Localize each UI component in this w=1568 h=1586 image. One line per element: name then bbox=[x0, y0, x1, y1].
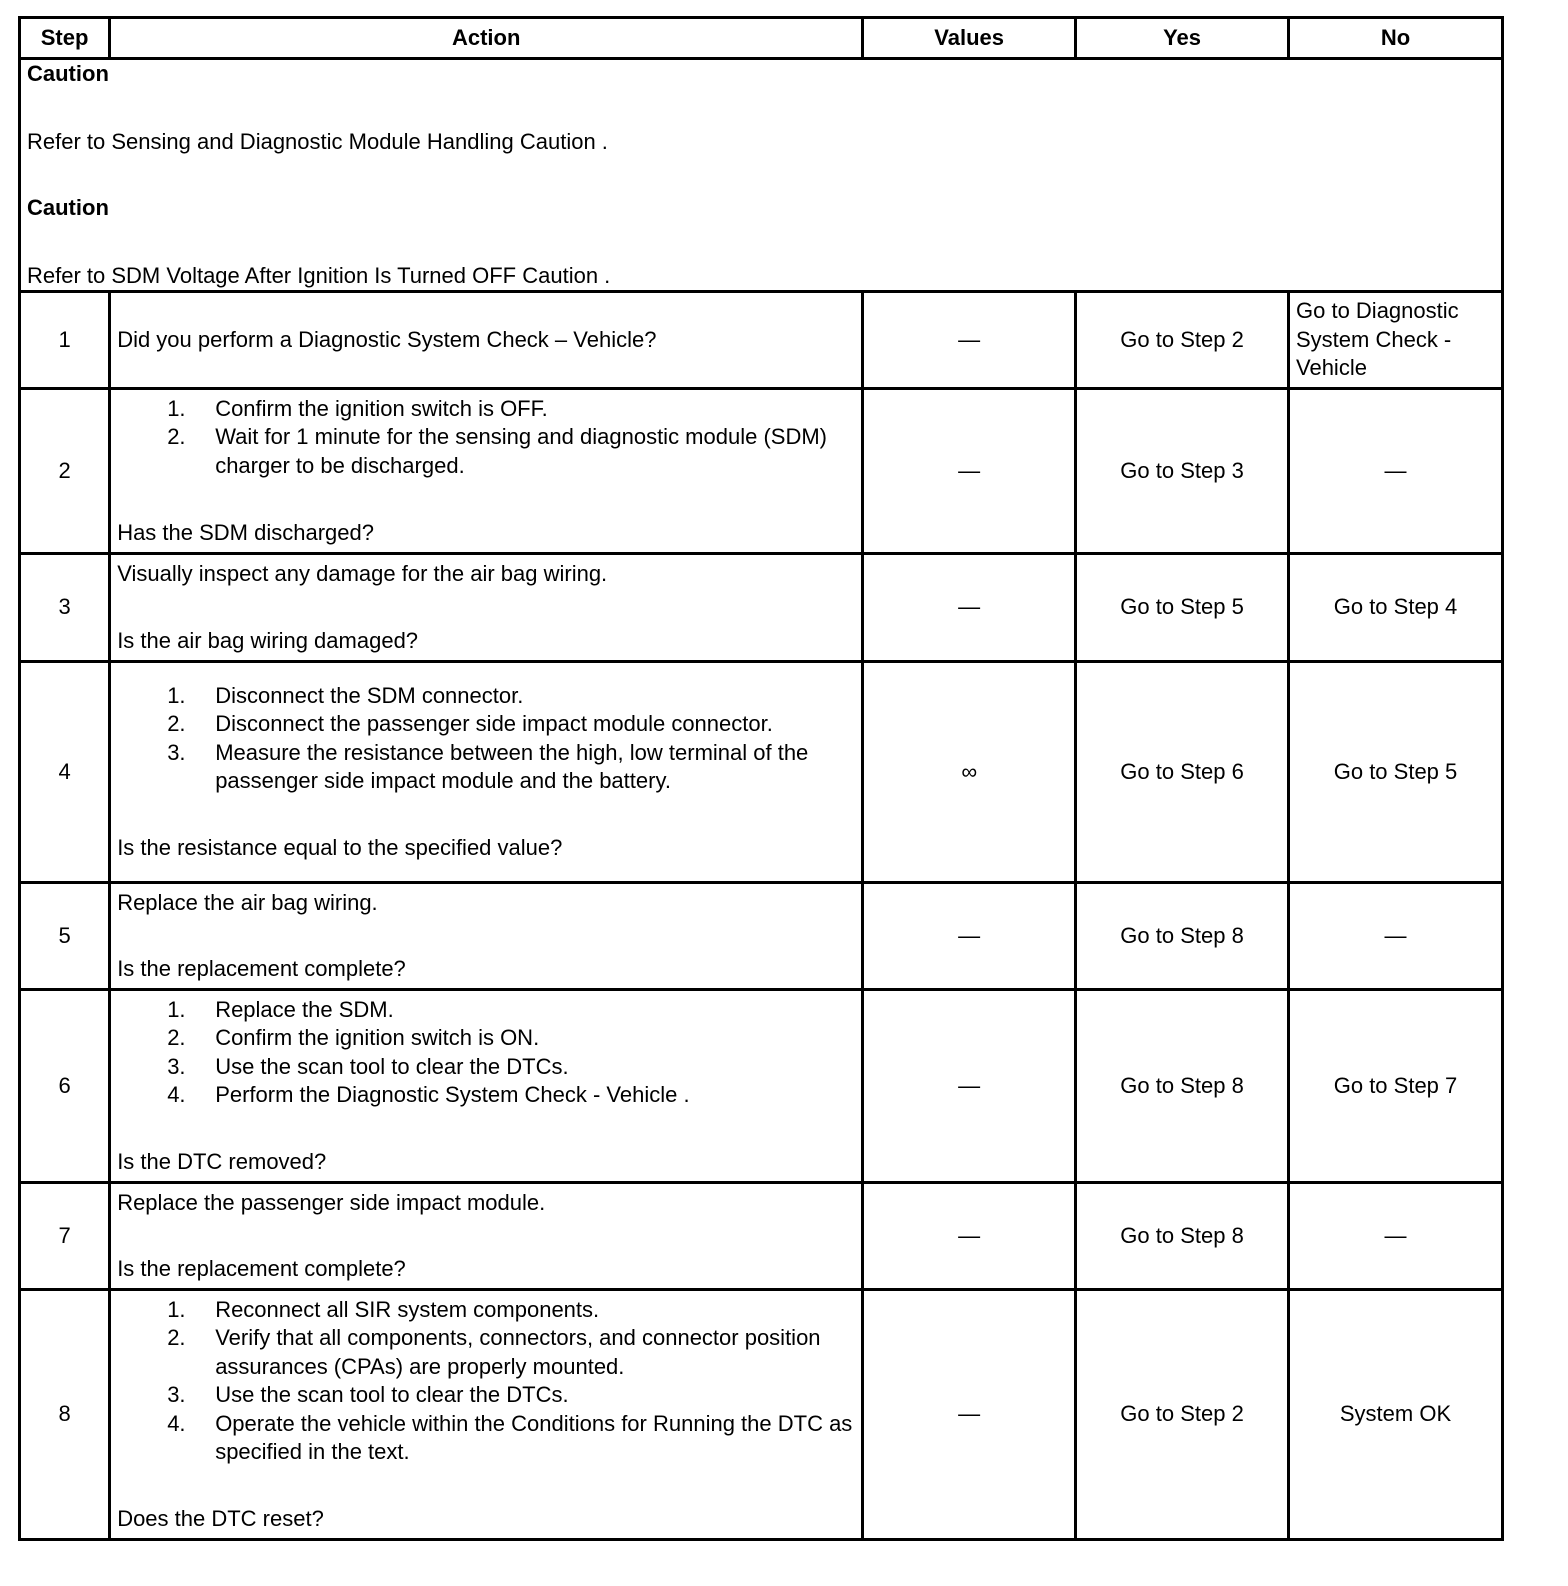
table-row bbox=[20, 990, 1503, 1183]
action-question: Is the resistance equal to the specified value? bbox=[117, 834, 563, 860]
list-item: 2. Confirm the ignition switch is ON. bbox=[167, 1025, 540, 1051]
header-no: No bbox=[1289, 18, 1503, 59]
list-item: 1. Disconnect the SDM connector. bbox=[167, 682, 524, 708]
action-question: Is the replacement complete? bbox=[117, 1256, 406, 1281]
list-item: 4. Perform the Diagnostic System Check - Vehicle . bbox=[167, 1082, 690, 1108]
yes-cell: Go to Step 8 bbox=[1076, 883, 1289, 990]
action-question: Is the air bag wiring damaged? bbox=[117, 627, 419, 653]
header-yes: Yes bbox=[1076, 18, 1289, 59]
action-cell bbox=[110, 389, 863, 554]
list-item: 1. Confirm the ignition switch is OFF. bbox=[167, 395, 548, 421]
list-item: 2. Wait for 1 minute for the sensing and diagnostic module (SDM) charger to be discharged. bbox=[167, 424, 827, 478]
action-cell bbox=[110, 292, 863, 389]
yes-cell: Go to Step 2 bbox=[1076, 1290, 1289, 1540]
step-number: 3 bbox=[20, 554, 110, 662]
list-item: 3. Use the scan tool to clear the DTCs. bbox=[167, 1053, 569, 1079]
caution-cell bbox=[20, 59, 1503, 292]
action-cell bbox=[110, 990, 863, 1183]
list-item: 2. Verify that all components, connectors, and connector position assurances (CPAs) are properly mounted. bbox=[167, 1325, 821, 1379]
yes-cell: Go to Step 3 bbox=[1076, 389, 1289, 554]
action-cell bbox=[110, 883, 863, 990]
no-cell: Go to Step 4 bbox=[1289, 554, 1503, 662]
yes-cell: Go to Step 2 bbox=[1076, 292, 1289, 389]
action-list bbox=[117, 682, 855, 796]
no-cell: Go to Diagnostic System Check - Vehicle bbox=[1289, 292, 1503, 389]
action-cell bbox=[110, 662, 863, 883]
list-item: 3. Use the scan tool to clear the DTCs. bbox=[167, 1382, 569, 1408]
diagnostic-table bbox=[18, 16, 1504, 1541]
caution-text: Refer to SDM Voltage After Ignition Is Turned OFF Caution . bbox=[27, 262, 611, 288]
no-cell: — bbox=[1289, 389, 1503, 554]
no-cell: Go to Step 5 bbox=[1289, 662, 1503, 883]
action-question: Did you perform a Diagnostic System Check – Vehicle? bbox=[117, 326, 657, 352]
step-number: 1 bbox=[20, 292, 110, 389]
caution-title: Caution bbox=[27, 195, 109, 220]
action-question: Has the SDM discharged? bbox=[117, 520, 374, 545]
action-list bbox=[117, 996, 855, 1110]
value-cell: — bbox=[863, 990, 1076, 1183]
value-cell: — bbox=[863, 292, 1076, 389]
step-number: 5 bbox=[20, 883, 110, 990]
header-values: Values bbox=[863, 18, 1076, 59]
action-text: Replace the passenger side impact module. bbox=[117, 1189, 546, 1215]
action-list bbox=[117, 1296, 855, 1467]
list-item: 1. Reconnect all SIR system components. bbox=[167, 1296, 600, 1322]
step-number: 7 bbox=[20, 1183, 110, 1290]
list-item: 2. Disconnect the passenger side impact module connector. bbox=[167, 711, 773, 737]
caution-text: Refer to Sensing and Diagnostic Module Handling Caution . bbox=[27, 128, 608, 154]
action-list bbox=[117, 395, 855, 481]
list-item: 3. Measure the resistance between the high, low terminal of the passenger side impact module and the battery. bbox=[167, 739, 809, 794]
step-number: 6 bbox=[20, 990, 110, 1183]
header-row bbox=[20, 18, 1503, 59]
value-cell: — bbox=[863, 389, 1076, 554]
value-cell: — bbox=[863, 1290, 1076, 1540]
action-text: Visually inspect any damage for the air bag wiring. bbox=[117, 561, 608, 586]
action-question: Is the replacement complete? bbox=[117, 956, 406, 981]
no-cell: — bbox=[1289, 883, 1503, 990]
step-number: 8 bbox=[20, 1290, 110, 1540]
yes-cell: Go to Step 8 bbox=[1076, 1183, 1289, 1290]
header-step: Step bbox=[20, 18, 110, 59]
action-cell bbox=[110, 1183, 863, 1290]
table-row bbox=[20, 389, 1503, 554]
caution-row bbox=[20, 59, 1503, 292]
list-item: 4. Operate the vehicle within the Conditions for Running the DTC as specified in the text. bbox=[167, 1410, 853, 1465]
value-cell: ∞ bbox=[863, 662, 1076, 883]
action-question: Is the DTC removed? bbox=[117, 1148, 327, 1174]
yes-cell: Go to Step 6 bbox=[1076, 662, 1289, 883]
caution-title: Caution bbox=[27, 61, 109, 86]
action-text: Replace the air bag wiring. bbox=[117, 889, 378, 915]
table-row bbox=[20, 1290, 1503, 1540]
step-number: 2 bbox=[20, 389, 110, 554]
action-cell bbox=[110, 1290, 863, 1540]
no-cell: — bbox=[1289, 1183, 1503, 1290]
table-row bbox=[20, 292, 1503, 389]
no-cell: Go to Step 7 bbox=[1289, 990, 1503, 1183]
table-row bbox=[20, 1183, 1503, 1290]
yes-cell: Go to Step 5 bbox=[1076, 554, 1289, 662]
table-row bbox=[20, 554, 1503, 662]
yes-cell: Go to Step 8 bbox=[1076, 990, 1289, 1183]
list-item: 1. Replace the SDM. bbox=[167, 996, 394, 1022]
table-row bbox=[20, 662, 1503, 883]
header-action: Action bbox=[110, 18, 863, 59]
value-cell: — bbox=[863, 1183, 1076, 1290]
value-cell: — bbox=[863, 883, 1076, 990]
step-number: 4 bbox=[20, 662, 110, 883]
value-cell: — bbox=[863, 554, 1076, 662]
action-question: Does the DTC reset? bbox=[117, 1505, 324, 1531]
action-cell bbox=[110, 554, 863, 662]
table-row bbox=[20, 883, 1503, 990]
no-cell: System OK bbox=[1289, 1290, 1503, 1540]
